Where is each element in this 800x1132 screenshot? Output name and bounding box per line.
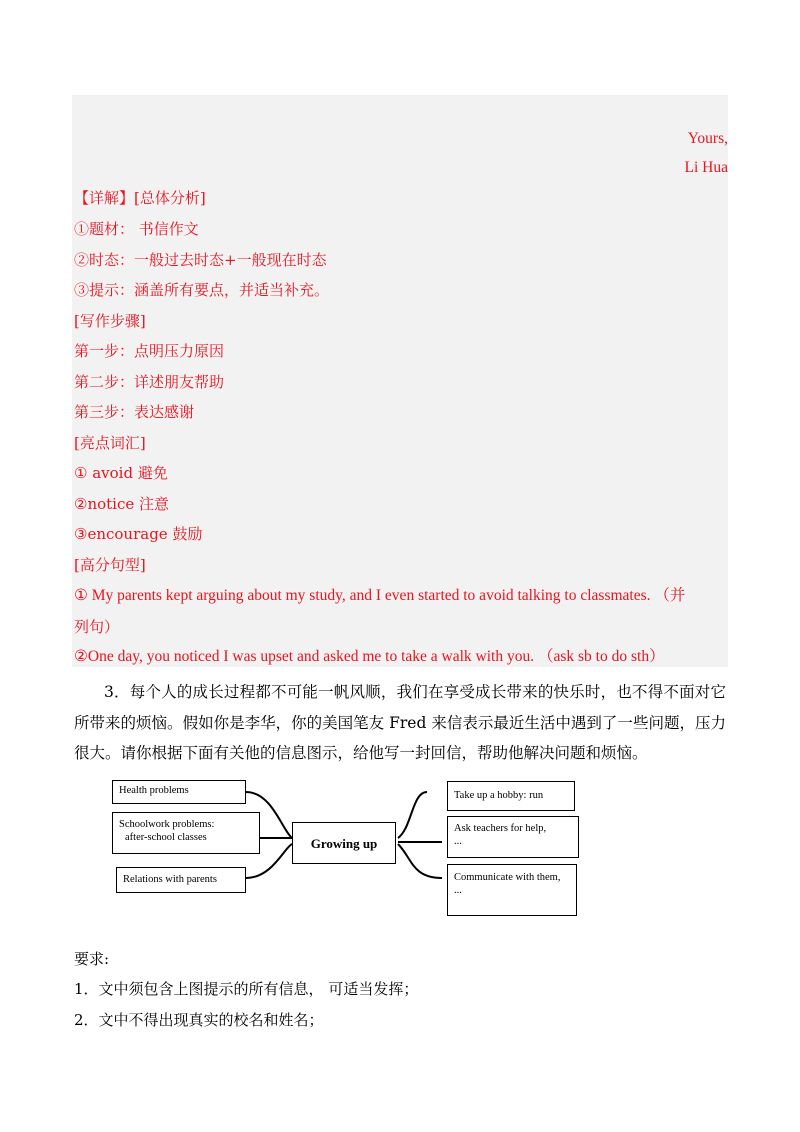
connector-line [398,844,442,878]
communicate-ellipsis: ... [454,885,462,896]
vocab-heading: [亮点词汇] [74,434,146,452]
take-up-hobby-box: Take up a hobby: run [447,781,575,811]
health-problems-box: Health problems [112,780,246,804]
step-item: 第二步：详述朋友帮助 [74,373,225,391]
analysis-item: ②时态：一般过去时态+一般现在时态 [74,251,327,269]
ask-teachers-ellipsis: ... [454,836,462,847]
mind-map-diagram [112,778,582,920]
schoolwork-problems-label: Schoolwork problems: [119,819,215,830]
connector-line [398,792,427,838]
step-item: 第三步：表达感谢 [74,403,195,421]
schoolwork-problems-box [112,812,260,854]
step-item: 第一步：点明压力原因 [74,342,225,360]
analysis-item: ①题材： 书信作文 [74,220,199,238]
sentence-item: ②One day, you noticed I was upset and asked me to take a walk with you. （ask sb to do sth） [74,648,665,665]
letter-signature: Li Hua [684,159,728,176]
ask-teachers-label: Ask teachers for help, [454,823,547,834]
sentence-item: ① My parents kept arguing about my study, and I even started to avoid talking to classmates. （并 [74,587,686,604]
letter-closing: Yours, [687,130,728,147]
question-text: 3．每个人的成长过程都不可能一帆风顺，我们在享受成长带来的快乐时，也不得不面对它所带来的烦恼。假如你是李华，你的美国笔友 Fred 来信表示最近生活中遇到了一些问题，压力很大。请你根据下面有关他的信息图示，给他写一封回信，帮助他解决问题和烦恼。 [74,683,726,762]
communicate-label: Communicate with them, [454,872,561,883]
after-school-classes-label: after-school classes [125,832,207,843]
growing-up-center-box: Growing up [292,822,396,864]
requirement-item: 1．文中须包含上图提示的所有信息， 可适当发挥； [74,980,419,998]
requirements-heading: 要求: [74,950,110,968]
requirement-item: 2．文中不得出现真实的校名和姓名； [74,1011,324,1029]
relations-with-parents-box: Relations with parents [116,867,246,893]
vocab-item: ③encourage 鼓励 [74,525,203,543]
vocab-item: ① avoid 避免 [74,464,168,482]
sentence-heading: [高分句型] [74,556,146,574]
vocab-item: ②notice 注意 [74,495,170,513]
analysis-heading: 【详解】[总体分析] [74,189,206,207]
ask-teachers-box [447,816,579,858]
steps-heading: [写作步骤] [74,312,146,330]
sentence-item-continued: 列句） [74,618,120,636]
analysis-item: ③提示：涵盖所有要点，并适当补充。 [74,281,330,299]
communicate-box [447,864,577,916]
